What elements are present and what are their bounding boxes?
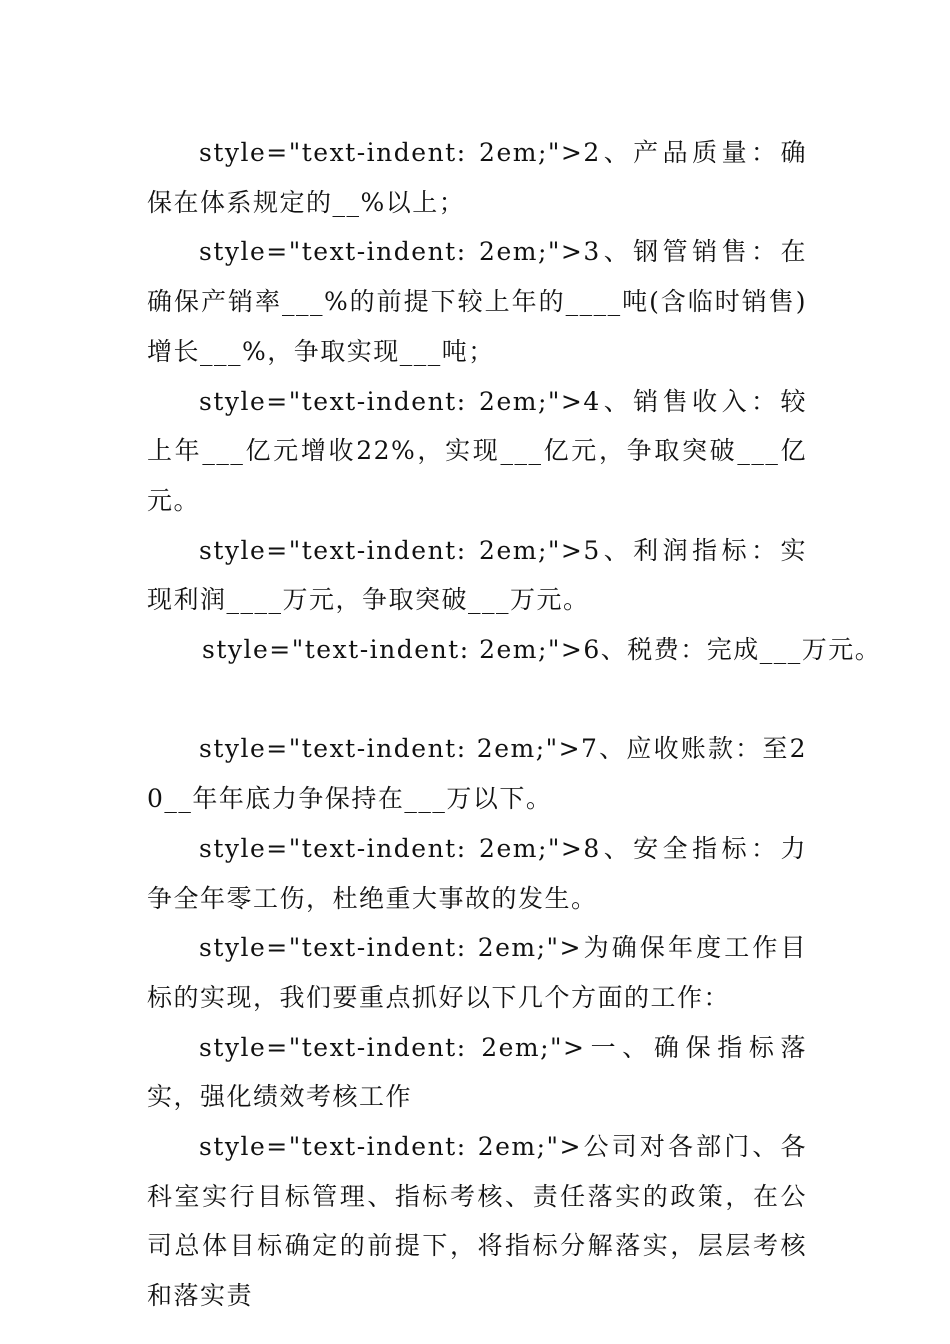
paragraph-profit-target: style="text-indent: 2em;">5、利润指标：实现利润____万元，争取突破___万元。 (147, 535, 807, 615)
document-page (147, 128, 882, 1321)
paragraph-steel-pipe-sales: style="text-indent: 2em;">3、钢管销售：在确保产销率___%的前提下较上年的____吨(含临时销售)增长___%，争取实现___吨； (147, 237, 807, 366)
paragraph-target-management: style="text-indent: 2em;">公司对各部门、各科室实行目标管理、指标考核、责任落实的政策，在公司总体目标确定的前提下，将指标分解落实，层层考核和落实责 (147, 1132, 807, 1311)
paragraph-safety-target: style="text-indent: 2em;">8、安全指标：力争全年零工伤，杜绝重大事故的发生。 (147, 833, 807, 913)
paragraph-product-quality: style="text-indent: 2em;">2、产品质量：确保在体系规定的__%以上； (147, 138, 807, 217)
paragraph-work-focus-intro: style="text-indent: 2em;">为确保年度工作目标的实现，我们要重点抓好以下几个方面的工作： (147, 933, 807, 1012)
paragraph-taxes: style="text-indent: 2em;">6、税费：完成___万元。 (202, 635, 882, 665)
paragraph-receivables: style="text-indent: 2em;">7、应收账款：至20__年年底力争保持在___万以下。 (147, 734, 807, 814)
paragraph-sales-revenue: style="text-indent: 2em;">4、销售收入：较上年___亿元增收22%，实现___亿元，争取突破___亿元。 (147, 386, 807, 515)
section-heading-one: style="text-indent: 2em;">一、确保指标落实，强化绩效考核工作 (147, 1032, 807, 1112)
paragraph-spacer (147, 675, 807, 725)
